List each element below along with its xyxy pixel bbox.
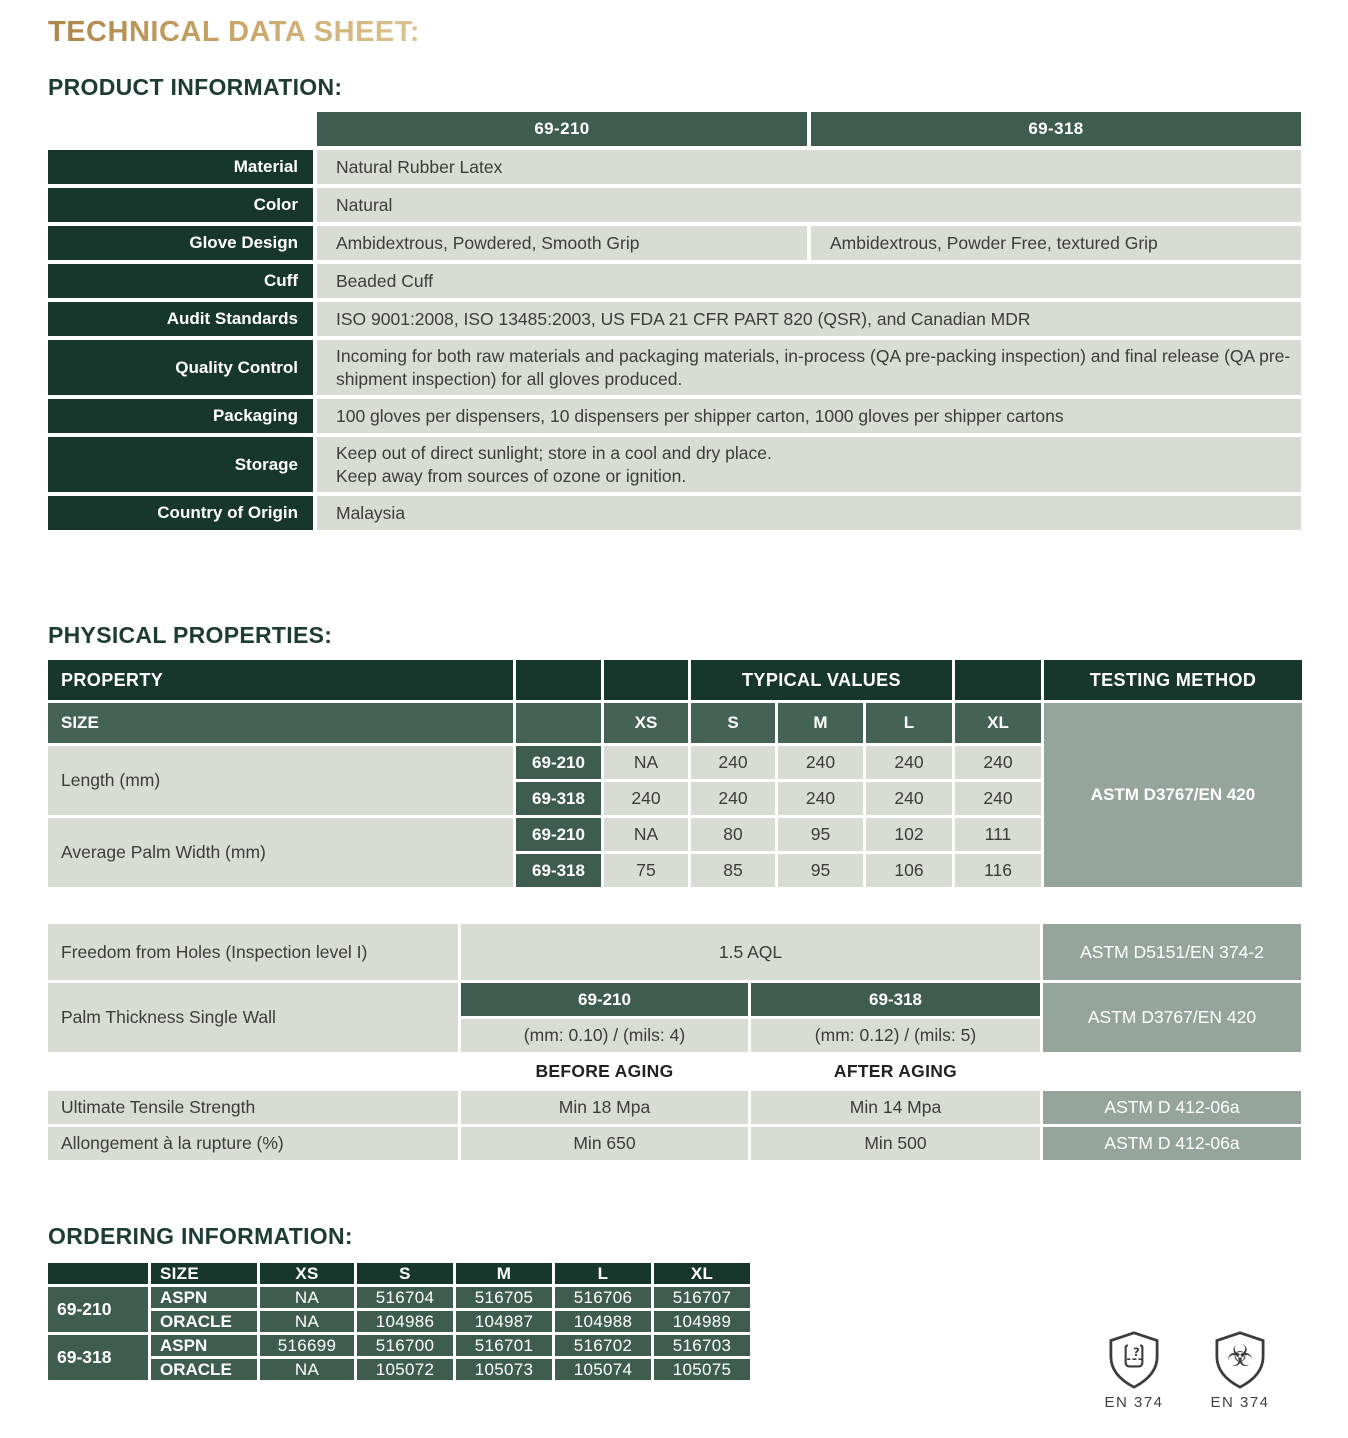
page-title: TECHNICAL DATA SHEET:: [48, 16, 420, 48]
table-row: [48, 983, 1301, 1016]
elongation-before-value: Min 650: [461, 1127, 748, 1160]
elongation-testing-method-cell: ASTM D 412-06a: [1043, 1127, 1301, 1160]
empty-header-cell: [955, 660, 1041, 700]
size-header-s: S: [691, 703, 775, 743]
row-label-material: Material: [48, 150, 313, 184]
ordering-information-heading: ORDERING INFORMATION:: [48, 1223, 353, 1249]
ordering-69-318-aspn-xs: 516699: [260, 1335, 354, 1356]
table-row: [48, 112, 1301, 146]
length-69-318-m: 240: [778, 782, 863, 815]
color-value: Natural: [317, 188, 1301, 222]
table-row: [48, 302, 1301, 336]
cuff-value: Beaded Cuff: [317, 264, 1301, 298]
size-row-label: SIZE: [48, 703, 513, 743]
ordering-69-210-aspn-m: 516705: [456, 1287, 552, 1308]
tensile-before-value: Min 18 Mpa: [461, 1091, 748, 1124]
length-69-210-l: 240: [866, 746, 952, 779]
empty-corner-cell: [48, 112, 313, 146]
palm-width-69-318-xl: 116: [955, 854, 1041, 887]
ordering-69-210-oracle-label: ORACLE: [151, 1311, 257, 1332]
dimensions-testing-method-cell: ASTM D3767/EN 420: [1044, 703, 1302, 887]
table-row: [48, 188, 1301, 222]
ordering-69-318-aspn-s: 516700: [357, 1335, 453, 1356]
ordering-69-210-aspn-label: ASPN: [151, 1287, 257, 1308]
physical-properties-heading: PHYSICAL PROPERTIES:: [48, 622, 333, 648]
palm-width-69-210-s: 80: [691, 818, 775, 851]
size-header-m: M: [778, 703, 863, 743]
length-property-cell: Length (mm): [48, 746, 513, 815]
ordering-size-s: S: [357, 1263, 453, 1284]
table-row: [48, 924, 1301, 980]
svg-text:?: ?: [1133, 1344, 1140, 1359]
palm-width-69-210-xl: 111: [955, 818, 1041, 851]
length-69-210-xs: NA: [604, 746, 688, 779]
audit-standards-value: ISO 9001:2008, ISO 13485:2003, US FDA 21 CFR PART 820 (QSR), and Canadian MDR: [317, 302, 1301, 336]
empty-cell: [48, 1055, 458, 1088]
palm-width-model-69-210: 69-210: [516, 818, 601, 851]
palm-width-69-318-xs: 75: [604, 854, 688, 887]
elongation-property-cell: Allongement à la rupture (%): [48, 1127, 458, 1160]
physical-properties-strength-table: [45, 921, 1304, 1163]
ordering-69-318-oracle-xl: 105075: [654, 1359, 750, 1380]
quality-control-value: Incoming for both raw materials and packaging materials, in-process (QA pre-packing inspection) and final release (QA pre-shipment inspection) for all gloves produced.: [317, 340, 1301, 395]
size-header-l: L: [866, 703, 952, 743]
empty-header-cell: [604, 660, 688, 700]
length-69-210-s: 240: [691, 746, 775, 779]
typical-values-header: TYPICAL VALUES: [691, 660, 952, 700]
empty-header-cell: [516, 660, 601, 700]
table-row: [48, 1127, 1301, 1160]
holes-property-cell: Freedom from Holes (Inspection level I): [48, 924, 458, 980]
length-69-318-xs: 240: [604, 782, 688, 815]
column-header-69-318: 69-318: [811, 112, 1301, 146]
certification-biohazard: [1209, 1330, 1271, 1411]
ordering-69-318-aspn-m: 516701: [456, 1335, 552, 1356]
before-aging-header: BEFORE AGING: [461, 1055, 748, 1088]
thickness-value-69-318: (mm: 0.12) / (mils: 5): [751, 1019, 1040, 1052]
ordering-69-210-aspn-l: 516706: [555, 1287, 651, 1308]
elongation-after-value: Min 500: [751, 1127, 1040, 1160]
ordering-size-header: SIZE: [151, 1263, 257, 1284]
ordering-69-318-oracle-xs: NA: [260, 1359, 354, 1380]
ordering-model-69-210: 69-210: [48, 1287, 148, 1332]
palm-width-property-cell: Average Palm Width (mm): [48, 818, 513, 887]
size-header-xl: XL: [955, 703, 1041, 743]
ordering-69-210-oracle-xs: NA: [260, 1311, 354, 1332]
table-row: [48, 496, 1301, 530]
testing-method-header: TESTING METHOD: [1044, 660, 1302, 700]
row-label-audit-standards: Audit Standards: [48, 302, 313, 336]
empty-cell: [1043, 1055, 1301, 1088]
palm-width-model-69-318: 69-318: [516, 854, 601, 887]
ordering-69-210-aspn-s: 516704: [357, 1287, 453, 1308]
thickness-testing-method-cell: ASTM D3767/EN 420: [1043, 983, 1301, 1052]
certification-label: EN 374: [1210, 1394, 1270, 1411]
tensile-testing-method-cell: ASTM D 412-06a: [1043, 1091, 1301, 1124]
ordering-69-210-oracle-s: 104986: [357, 1311, 453, 1332]
row-label-country-of-origin: Country of Origin: [48, 496, 313, 530]
length-69-318-xl: 240: [955, 782, 1041, 815]
thickness-property-cell: Palm Thickness Single Wall: [48, 983, 458, 1052]
ordering-size-xl: XL: [654, 1263, 750, 1284]
table-row: [48, 1263, 750, 1284]
palm-width-69-318-m: 95: [778, 854, 863, 887]
row-label-packaging: Packaging: [48, 399, 313, 433]
length-69-210-xl: 240: [955, 746, 1041, 779]
palm-width-69-318-l: 106: [866, 854, 952, 887]
ordering-69-318-aspn-l: 516702: [555, 1335, 651, 1356]
svg-text:☣: ☣: [1226, 1339, 1254, 1375]
table-row: [48, 226, 1301, 260]
after-aging-header: AFTER AGING: [751, 1055, 1040, 1088]
table-row: [48, 150, 1301, 184]
table-row: [48, 264, 1301, 298]
glove-design-value-69-210: Ambidextrous, Powdered, Smooth Grip: [317, 226, 807, 260]
row-label-quality-control: Quality Control: [48, 340, 313, 395]
row-label-storage: Storage: [48, 437, 313, 492]
table-row: [48, 340, 1301, 395]
ordering-69-318-aspn-label: ASPN: [151, 1335, 257, 1356]
ordering-69-210-oracle-l: 104988: [555, 1311, 651, 1332]
material-value: Natural Rubber Latex: [317, 150, 1301, 184]
ordering-69-318-oracle-s: 105072: [357, 1359, 453, 1380]
size-header-xs: XS: [604, 703, 688, 743]
length-69-210-m: 240: [778, 746, 863, 779]
ordering-69-210-oracle-xl: 104989: [654, 1311, 750, 1332]
palm-width-69-210-xs: NA: [604, 818, 688, 851]
physical-properties-size-table: [45, 657, 1305, 890]
row-label-color: Color: [48, 188, 313, 222]
empty-size-cell: [516, 703, 601, 743]
table-row: [48, 660, 1302, 700]
ordering-69-318-aspn-xl: 516703: [654, 1335, 750, 1356]
product-information-table: [44, 108, 1305, 534]
certification-icons: [1103, 1330, 1271, 1411]
palm-width-69-210-l: 102: [866, 818, 952, 851]
table-row: [48, 399, 1301, 433]
thickness-value-69-210: (mm: 0.10) / (mils: 4): [461, 1019, 748, 1052]
palm-width-69-318-s: 85: [691, 854, 775, 887]
thickness-model-69-318: 69-318: [751, 983, 1040, 1016]
ordering-model-69-318: 69-318: [48, 1335, 148, 1380]
table-row: [48, 703, 1302, 743]
ordering-69-318-oracle-l: 105074: [555, 1359, 651, 1380]
glove-design-value-69-318: Ambidextrous, Powder Free, textured Grip: [811, 226, 1301, 260]
biohazard-shield-icon: [1214, 1330, 1266, 1390]
row-label-cuff: Cuff: [48, 264, 313, 298]
property-column-header: PROPERTY: [48, 660, 513, 700]
length-model-69-210: 69-210: [516, 746, 601, 779]
palm-width-69-210-m: 95: [778, 818, 863, 851]
ordering-69-318-oracle-label: ORACLE: [151, 1359, 257, 1380]
length-69-318-s: 240: [691, 782, 775, 815]
thickness-model-69-210: 69-210: [461, 983, 748, 1016]
length-69-318-l: 240: [866, 782, 952, 815]
ordering-69-210-aspn-xs: NA: [260, 1287, 354, 1308]
holes-testing-method-cell: ASTM D5151/EN 374-2: [1043, 924, 1301, 980]
ordering-size-xs: XS: [260, 1263, 354, 1284]
tensile-property-cell: Ultimate Tensile Strength: [48, 1091, 458, 1124]
table-row: [48, 437, 1301, 492]
ordering-69-210-aspn-xl: 516707: [654, 1287, 750, 1308]
packaging-value: 100 gloves per dispensers, 10 dispensers per shipper carton, 1000 gloves per shipper cartons: [317, 399, 1301, 433]
table-row: [48, 1287, 750, 1308]
table-row: [48, 1311, 750, 1332]
certification-label: EN 374: [1104, 1394, 1164, 1411]
storage-value-line2: Keep away from sources of ozone or ignition.: [336, 465, 687, 486]
table-row: [48, 1055, 1301, 1088]
ordering-69-318-oracle-m: 105073: [456, 1359, 552, 1380]
length-model-69-318: 69-318: [516, 782, 601, 815]
storage-value: [317, 437, 1301, 492]
row-label-glove-design: Glove Design: [48, 226, 313, 260]
ordering-69-210-oracle-m: 104987: [456, 1311, 552, 1332]
product-information-heading: PRODUCT INFORMATION:: [48, 74, 343, 100]
column-header-69-210: 69-210: [317, 112, 807, 146]
ordering-size-m: M: [456, 1263, 552, 1284]
chemical-test-shield-icon: [1108, 1330, 1160, 1390]
certification-chemical-test: [1103, 1330, 1165, 1411]
tensile-after-value: Min 14 Mpa: [751, 1091, 1040, 1124]
empty-corner-cell: [48, 1263, 148, 1284]
ordering-size-l: L: [555, 1263, 651, 1284]
table-row: [48, 1335, 750, 1356]
country-of-origin-value: Malaysia: [317, 496, 1301, 530]
ordering-information-table: [45, 1260, 753, 1383]
holes-value-cell: 1.5 AQL: [461, 924, 1040, 980]
storage-value-line1: Keep out of direct sunlight; store in a cool and dry place.: [336, 442, 772, 463]
table-row: [48, 1359, 750, 1380]
table-row: [48, 1091, 1301, 1124]
